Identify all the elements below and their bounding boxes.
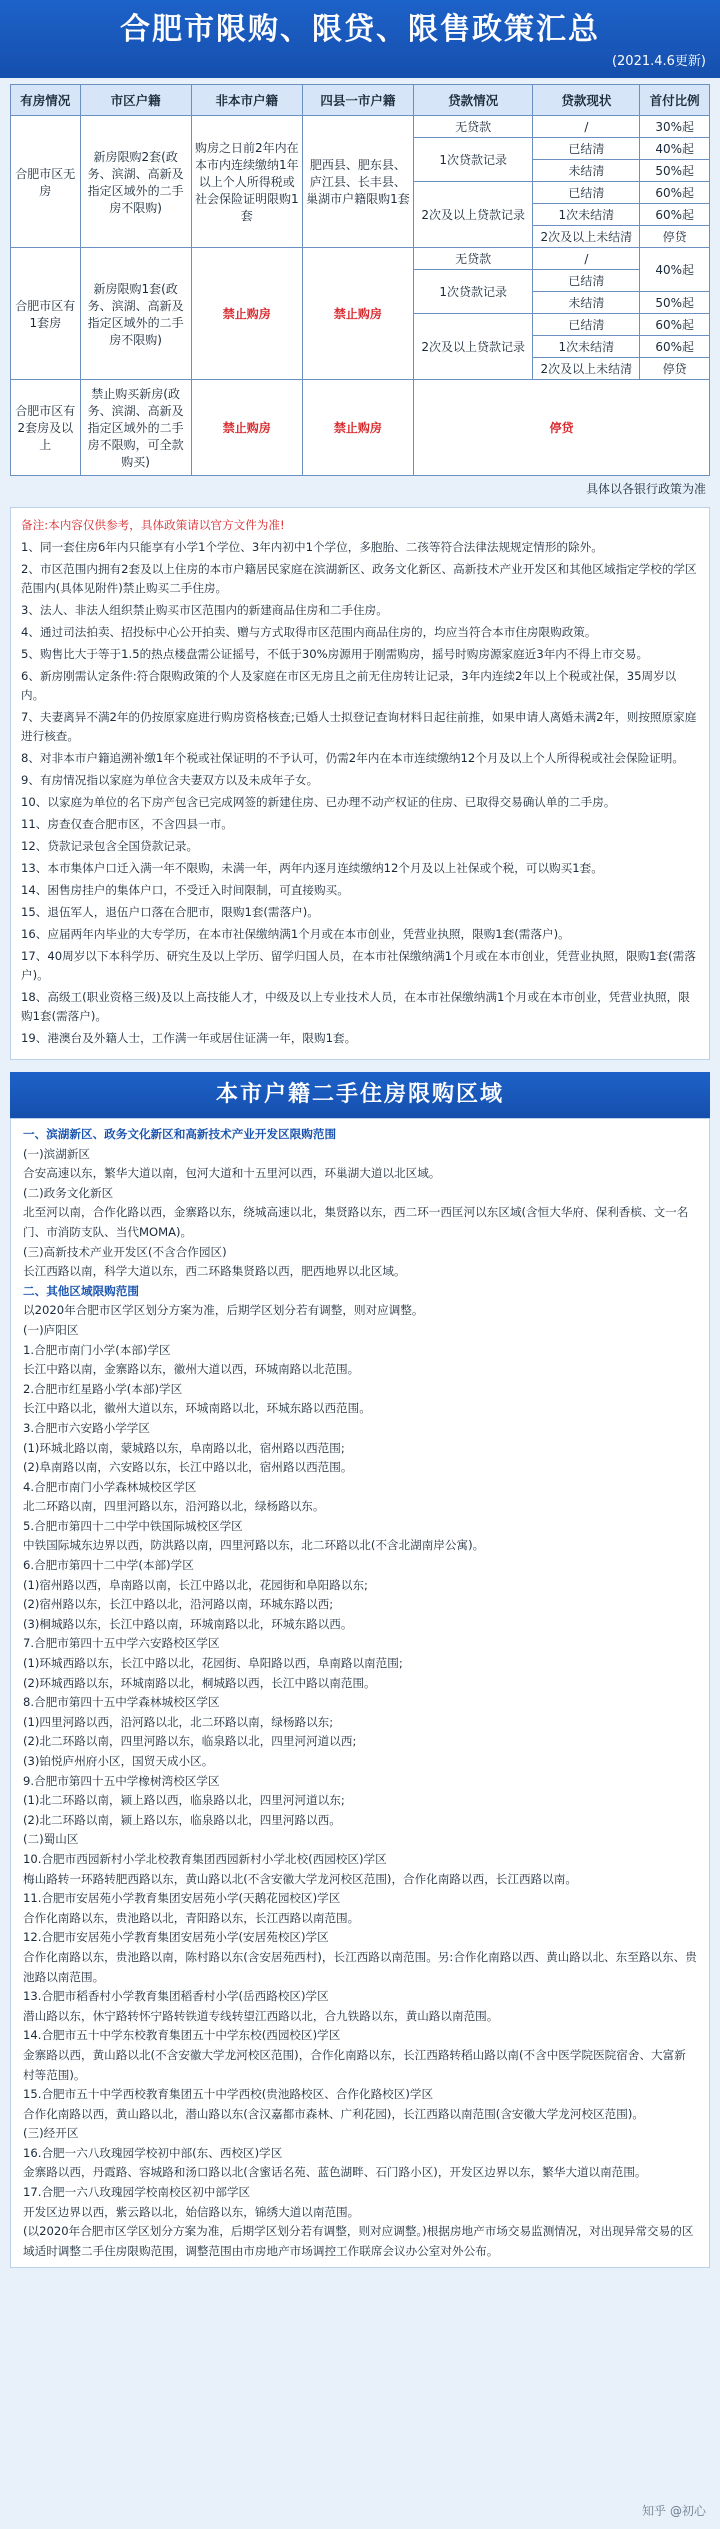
zone-line: 中铁国际城东边界以西，防洪路以南，四里河路以东，北二环路以北(不含北湖南岸公寓)。 — [23, 1538, 485, 1553]
update-date: (2021.4.6更新) — [611, 54, 706, 69]
cell-city: 新房限购2套(政务、滨湖、高新及指定区域外的二手房不限购) — [80, 116, 191, 248]
zone-line: 4.合肥市南门小学森林城校区学区 — [23, 1479, 197, 1494]
zone-line: 8.合肥市第四十五中学森林城校区学区 — [23, 1695, 220, 1710]
zone-line: (2)宿州路以东，长江中路以北，沿河路以南，环城东路以西; — [23, 1597, 334, 1612]
zone-line: 潜山路以东，休宁路转怀宁路转铁道专线转望江西路以北，合九铁路以东，黄山路以南范围。 — [23, 2008, 499, 2023]
zone-line: 金寨路以西，黄山路以北(不含安徽大学龙河校区范围)，合作化南路以东，长江西路转稻山路以南(不含中医学院医院宿舍、大富新村等范围)。 — [23, 2047, 686, 2082]
zone-line: 14.合肥市五十中学东校教育集团五十中学东校(西园校区)学区 — [23, 2028, 341, 2043]
zones-title: 本市户籍二手住房限购区域 — [10, 1072, 710, 1118]
cell-pay: 50%起 — [640, 160, 710, 182]
zone-line: 梅山路转一环路转肥西路以东，黄山路以北(不含安徽大学龙河校区范围)，合作化南路以西，长江西路以南。 — [23, 1871, 577, 1886]
table-row — [11, 116, 710, 138]
cell-merged: 停贷 — [413, 380, 709, 476]
cell-nonlocal: 禁止购房 — [191, 380, 302, 476]
zone-line: (1)北二环路以南，颍上路以西，临泉路以北，四里河河道以东; — [23, 1793, 345, 1808]
cell-house: 合肥市区有2套房及以上 — [11, 380, 81, 476]
page-title: 合肥市限购、限贷、限售政策汇总 — [120, 12, 600, 47]
zone-line: (1)宿州路以西，阜南路以南，长江中路以北，花园街和阜阳路以东; — [23, 1577, 368, 1592]
zone-line: (2)北二环路以南，四里河路以东，临泉路以北，四里河河道以西; — [23, 1734, 357, 1749]
cell-loan: 1次贷款记录 — [413, 138, 532, 182]
cell-pay: 50%起 — [640, 292, 710, 314]
zone-line: 6.合肥市第四十二中学(本部)学区 — [23, 1558, 194, 1573]
zone-line: (一)庐阳区 — [23, 1322, 79, 1337]
zone-line: 12.合肥市安居苑小学教育集团安居苑小学(安居苑校区)学区 — [23, 1930, 329, 1945]
cell-status: / — [533, 116, 640, 138]
table-row — [11, 248, 710, 270]
col-header: 贷款情况 — [413, 85, 532, 116]
cell-county: 禁止购房 — [302, 248, 413, 380]
cell-pay: 60%起 — [640, 314, 710, 336]
cell-status: / — [533, 248, 640, 270]
cell-loan: 2次及以上贷款记录 — [413, 314, 532, 380]
cell-house: 合肥市区无房 — [11, 116, 81, 248]
header-banner — [0, 0, 720, 78]
cell-status: 已结清 — [533, 138, 640, 160]
zone-line: 北二环路以南，四里河路以东，沿河路以北，绿杨路以东。 — [23, 1499, 325, 1514]
cell-status: 1次未结清 — [533, 336, 640, 358]
col-header: 首付比例 — [640, 85, 710, 116]
zone-line: 11.合肥市安居苑小学教育集团安居苑小学(天鹅花园校区)学区 — [23, 1891, 341, 1906]
zone-line: 13.合肥市稻香村小学教育集团稻香村小学(岳西路校区)学区 — [23, 1989, 329, 2004]
zone-line: 合安高速以东，繁华大道以南，包河大道和十五里河以西，环巢湖大道以北区域。 — [23, 1166, 441, 1181]
zone-line: 金寨路以西，丹霞路、容城路和汤口路以北(含蜜话名苑、蓝色湖畔、石门路小区)，开发区边界以东，繁华大道以南范围。 — [23, 2165, 647, 2180]
cell-pay: 60%起 — [640, 204, 710, 226]
zone-line: (1)环城西路以东，长江中路以北，花园街、阜阳路以西，阜南路以南范围; — [23, 1656, 403, 1671]
notes-panel — [10, 507, 710, 1060]
cell-house: 合肥市区有1套房 — [11, 248, 81, 380]
zone-line: (2)环城西路以东，环城南路以北，桐城路以西，长江中路以南范围。 — [23, 1675, 376, 1690]
note-item: 9、有房情况指以家庭为单位含夫妻双方以及未成年子女。 — [21, 773, 319, 787]
zone-line: 17.合肥一六八玫瑰园学校南校区初中部学区 — [23, 2185, 251, 2200]
cell-pay: 30%起 — [640, 116, 710, 138]
table-row — [11, 380, 710, 476]
zone-line: (3)桐城路以东，长江中路以南，环城南路以北，环城东路以西。 — [23, 1616, 353, 1631]
note-item: 6、新房刚需认定条件:符合限购政策的个人及家庭在市区无房且之前无住房转让记录，3年内连续2年以上个税或社保，35周岁以内。 — [21, 669, 677, 702]
zone-line: (二)蜀山区 — [23, 1832, 79, 1847]
cell-city: 新房限购1套(政务、滨湖、高新及指定区域外的二手房不限购) — [80, 248, 191, 380]
zone-line: 16.合肥一六八玫瑰园学校初中部(东、西校区)学区 — [23, 2145, 283, 2160]
cell-loan: 2次及以上贷款记录 — [413, 182, 532, 248]
note-item: 11、房查仅查合肥市区，不含四县一市。 — [21, 817, 233, 831]
watermark-credit: 知乎 @初心 — [642, 2504, 706, 2518]
note-item: 15、退伍军人，退伍户口落在合肥市，限购1套(需落户)。 — [21, 905, 319, 919]
cell-status: 2次及以上未结清 — [533, 358, 640, 380]
zone-line: 15.合肥市五十中学西校教育集团五十中学西校(贵池路校区、合作化路校区)学区 — [23, 2087, 434, 2102]
col-header: 非本市户籍 — [191, 85, 302, 116]
cell-county: 肥西县、肥东县、庐江县、长丰县、巢湖市户籍限购1套 — [302, 116, 413, 248]
zone-line: 北至河以南，合作化路以西，金寨路以东，绕城高速以北，集贤路以东，西二环一西匡河以东区域(含恒大华府、保利香槟、文一名门、市消防支队、当代MOMA)。 — [23, 1205, 689, 1239]
cell-status: 未结清 — [533, 292, 640, 314]
zone-line: 合作化南路以西，黄山路以北，潜山路以东(含汉嘉都市森林、广利花园)，长江西路以南范围(含安徽大学龙河校区范围)。 — [23, 2106, 644, 2121]
cell-status: 已结清 — [533, 314, 640, 336]
col-header: 市区户籍 — [80, 85, 191, 116]
zone-line: 9.合肥市第四十五中学橡树湾校区学区 — [23, 1773, 220, 1788]
cell-city: 禁止购买新房(政务、滨湖、高新及指定区域外的二手房不限购，可全款购买) — [80, 380, 191, 476]
zone-line: (2)阜南路以南，六安路以东，长江中路以北，宿州路以西范围。 — [23, 1460, 353, 1475]
zone-line: 2.合肥市红星路小学(本部)学区 — [23, 1381, 183, 1396]
note-item: 12、贷款记录包含全国贷款记录。 — [21, 839, 199, 853]
cell-pay: 60%起 — [640, 336, 710, 358]
cell-county: 禁止购房 — [302, 380, 413, 476]
zone-line: 1.合肥市南门小学(本部)学区 — [23, 1342, 171, 1357]
note-item: 16、应届两年内毕业的大专学历，在本市社保缴纳满1个月或在本市创业，凭营业执照，限购1套(需落户)。 — [21, 927, 570, 941]
zone-line: 开发区边界以西，紫云路以北，始信路以东，锦绣大道以南范围。 — [23, 2204, 360, 2219]
cell-pay: 停贷 — [640, 358, 710, 380]
cell-status: 2次及以上未结清 — [533, 226, 640, 248]
note-item: 2、市区范围内拥有2套及以上住房的本市户籍居民家庭在滨湖新区、政务文化新区、高新技术产业开发区和其他区域指定学校的学区范围内(具体见附件)禁止购买二手住房。 — [21, 562, 697, 595]
cell-loan: 1次贷款记录 — [413, 270, 532, 314]
zone-line: (三)经开区 — [23, 2126, 79, 2141]
note-item: 5、购售比大于等于1.5的热点楼盘需公证摇号，不低于30%房源用于刚需购房，摇号时购房源家庭近3年内不得上市交易。 — [21, 647, 649, 661]
col-header: 有房情况 — [11, 85, 81, 116]
zone-line: 合作化南路以东，贵池路以北，青阳路以东，长江西路以南范围。 — [23, 1910, 360, 1925]
zone-line: 合作化南路以东，贵池路以南，陈村路以东(含安居苑西村)，长江西路以南范围。另:合作化南路以西、黄山路以北、东至路以东、贵池路以南范围。 — [23, 1949, 697, 1984]
col-header: 贷款现状 — [533, 85, 640, 116]
zone-line: (2)北二环路以南，颍上路以东，临泉路以北，四里河路以西。 — [23, 1812, 341, 1827]
note-item: 7、夫妻离异不满2年的仍按原家庭进行购房资格核查;已婚人士拟登记查询材料日起往前推，如果申请人离婚未满2年，则按照原家庭进行核查。 — [21, 710, 697, 743]
zone-line: 长江西路以南，科学大道以东，西二环路集贤路以西，肥西地界以北区域。 — [23, 1264, 406, 1279]
note-item: 14、困售房挂户的集体户口，不受迁入时间限制，可直接购买。 — [21, 883, 349, 897]
zone-line: 二、其他区域限购范围 — [23, 1283, 139, 1298]
note-item: 8、对非本市户籍追溯补缴1年个税或社保证明的不予认可，仍需2年内在本市连续缴纳12个月及以上个人所得税或社会保险证明。 — [21, 751, 684, 765]
zone-line: (二)政务文化新区 — [23, 1185, 114, 1200]
cell-pay: 停贷 — [640, 226, 710, 248]
zone-line: 10.合肥市西园新村小学北校教育集团西园新村小学北校(西园校区)学区 — [23, 1851, 387, 1866]
col-header: 四县一市户籍 — [302, 85, 413, 116]
zone-line: 3.合肥市六安路小学学区 — [23, 1420, 150, 1435]
note-item: 1、同一套住房6年内只能享有小学1个学位、3年内初中1个学位，多胞胎、二孩等符合法律法规规定情形的除外。 — [21, 540, 603, 554]
zone-line: 长江中路以北，徽州大道以东，环城南路以北，环城东路以西范围。 — [23, 1401, 371, 1416]
cell-status: 未结清 — [533, 160, 640, 182]
note-item: 备注:本内容仅供参考，具体政策请以官方文件为准! — [21, 518, 285, 532]
cell-nonlocal: 购房之日前2年内在本市内连续缴纳1年以上个人所得税或社会保险证明限购1套 — [191, 116, 302, 248]
cell-pay: 40%起 — [640, 138, 710, 160]
cell-pay: 60%起 — [640, 182, 710, 204]
note-item: 17、40周岁以下本科学历、研究生及以上学历、留学归国人员，在本市社保缴纳满1个月或在本市创业，凭营业执照，限购1套(需落户)。 — [21, 949, 696, 982]
cell-nonlocal: 禁止购房 — [191, 248, 302, 380]
zone-line: 5.合肥市第四十二中学中铁国际城校区学区 — [23, 1518, 243, 1533]
zone-line: (一)滨湖新区 — [23, 1146, 91, 1161]
zone-line: 以2020年合肥市区学区划分方案为准，后期学区划分若有调整，则对应调整。 — [23, 1303, 424, 1318]
policy-table — [10, 84, 710, 476]
zone-line: 7.合肥市第四十五中学六安路校区学区 — [23, 1636, 220, 1651]
policy-table-container — [10, 84, 710, 476]
note-item: 18、高级工(职业资格三级)及以上高技能人才，中级及以上专业技术人员，在本市社保缴纳满1个月或在本市创业，凭营业执照，限购1套(需落户)。 — [21, 990, 690, 1023]
zone-line: (1)环城北路以南，蒙城路以东，阜南路以北，宿州路以西范围; — [23, 1440, 345, 1455]
cell-status: 1次未结清 — [533, 204, 640, 226]
zone-line: (3)铂悦庐州府小区，国贸天成小区。 — [23, 1754, 214, 1768]
cell-loan: 无贷款 — [413, 116, 532, 138]
table-header-row — [11, 85, 710, 116]
note-item: 10、以家庭为单位的名下房产包含已完成网签的新建住房、已办理不动产权证的住房、已取得交易确认单的二手房。 — [21, 795, 616, 809]
note-item: 19、港澳台及外籍人士，工作满一年或居住证满一年，限购1套。 — [21, 1031, 357, 1045]
bank-note: 具体以各银行政策为准 — [585, 482, 706, 496]
zone-line: 一、滨湖新区、政务文化新区和高新技术产业开发区限购范围 — [23, 1127, 337, 1141]
zone-line: 长江中路以南，金寨路以东，徽州大道以西，环城南路以北范围。 — [23, 1362, 360, 1377]
cell-status: 已结清 — [533, 182, 640, 204]
note-item: 3、法人、非法人组织禁止购买市区范围内的新建商品住房和二手住房。 — [21, 603, 388, 617]
cell-pay: 40%起 — [640, 248, 710, 292]
note-item: 13、本市集体户口迁入满一年不限购，未满一年，两年内逐月连续缴纳12个月及以上社保或个税，可以购买1套。 — [21, 861, 603, 875]
cell-loan: 无贷款 — [413, 248, 532, 270]
zone-line: (以2020年合肥市区学区划分方案为准，后期学区划分若有调整，则对应调整。)根据房地产市场交易监测情况，对出现异常交易的区域适时调整二手住房限购范围，调整范围由市房地产市场调控工作联席会议办公室对外公布。 — [23, 2224, 694, 2258]
zone-line: (三)高新技术产业开发区(不含合作园区) — [23, 1244, 227, 1259]
note-item: 4、通过司法拍卖、招投标中心公开拍卖、赠与方式取得市区范围内商品住房的，均应当符合本市住房限购政策。 — [21, 625, 597, 639]
cell-status: 已结清 — [533, 270, 640, 292]
zone-line: (1)四里河路以西，沿河路以北，北二环路以南，绿杨路以东; — [23, 1714, 334, 1729]
zones-panel — [10, 1118, 710, 2268]
